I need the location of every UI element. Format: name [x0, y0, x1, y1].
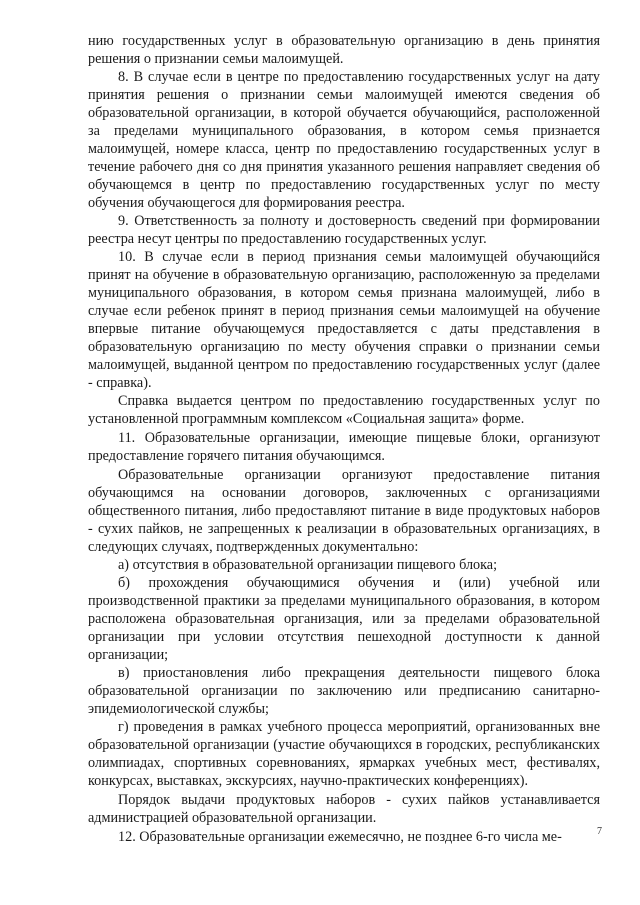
paragraph-11: 11. Образовательные организации, имеющие пищевые блоки, организуют предоставление горячего питания обучающимся. [88, 430, 600, 464]
paragraph-dry-rations: Порядок выдачи продуктовых наборов - сухих пайков устанавливается администрацией образовательной организации. [88, 792, 600, 826]
list-item-g: г) проведения в рамках учебного процесса мероприятий, организованных вне образовательной организации (участие обучающихся в городских, республиканских олимпиадах, спортивных соревнованиях, ярмарках учебных мест, фестивалях, конкурсах, выставках, экскурсиях, научно-практических конференциях). [88, 719, 600, 789]
paragraph-8: 8. В случае если в центре по предоставлению государственных услуг на дату принятия решения о признании семьи малоимущей имеются сведения об образовательной организации, в которой обучается обучающийся, расположенной за пределами муниципального образования, в котором семья признается малоимущей, номере класса, центр по предоставлению государственных услуг в течение рабочего дня со дня принятия указанного решения направляет сведения об обучающемся в центр по предоставлению государственных услуг по месту обучения обучающегося для формирования реестра. [88, 69, 600, 211]
list-item-b: б) прохождения обучающимися обучения и (или) учебной или производственной практики за пределами муниципального образования, в котором расположена образовательная организация, или за пределами образовательной организации при условии отсутствия пешеходной доступности к данной организации; [88, 575, 600, 663]
paragraph-meals-cases: Образовательные организации организуют предоставление питания обучающимся на основании договоров, заключенных с организациями общественного питания, либо предоставляют питание в виде продуктовых наборов - сухих пайков, не запрещенных к реализации в образовательных организациях, в следующих случаях, подтвержденных документально: [88, 467, 600, 555]
page-number: 7 [597, 826, 602, 837]
list-item-v: в) приостановления либо прекращения деятельности пищевого блока образовательной организации по заключению или предписанию санитарно-эпидемиологической службы; [88, 665, 600, 717]
paragraph-9: 9. Ответственность за полноту и достоверность сведений при формировании реестра несут центры по предоставлению государственных услуг. [88, 213, 600, 247]
list-item-a: а) отсутствия в образовательной организации пищевого блока; [118, 557, 498, 573]
paragraph-12: 12. Образовательные организации ежемесячно, не позднее 6-го числа ме- [118, 829, 562, 845]
paragraph-continuation: нию государственных услуг в образовательную организацию в день принятия решения о признании семьи малоимущей. [88, 33, 600, 67]
paragraph-10: 10. В случае если в период признания семьи малоимущей обучающийся принят на обучение в образовательную организацию, расположенную за пределами муниципального образования, в котором семья признана малоимущей, либо в случае если ребенок принят в период признания семьи малоимущей на обучение впервые питание обучающемуся предоставляется с даты представления в образовательную организацию по месту обучения справки о признании семьи малоимущей, выданной центром по предоставлению государственных услуг (далее - справка). [88, 249, 600, 391]
paragraph-certificate: Справка выдается центром по предоставлению государственных услуг по установленной программным комплексом «Социальная защита» форме. [88, 393, 600, 427]
document-body [88, 32, 600, 846]
